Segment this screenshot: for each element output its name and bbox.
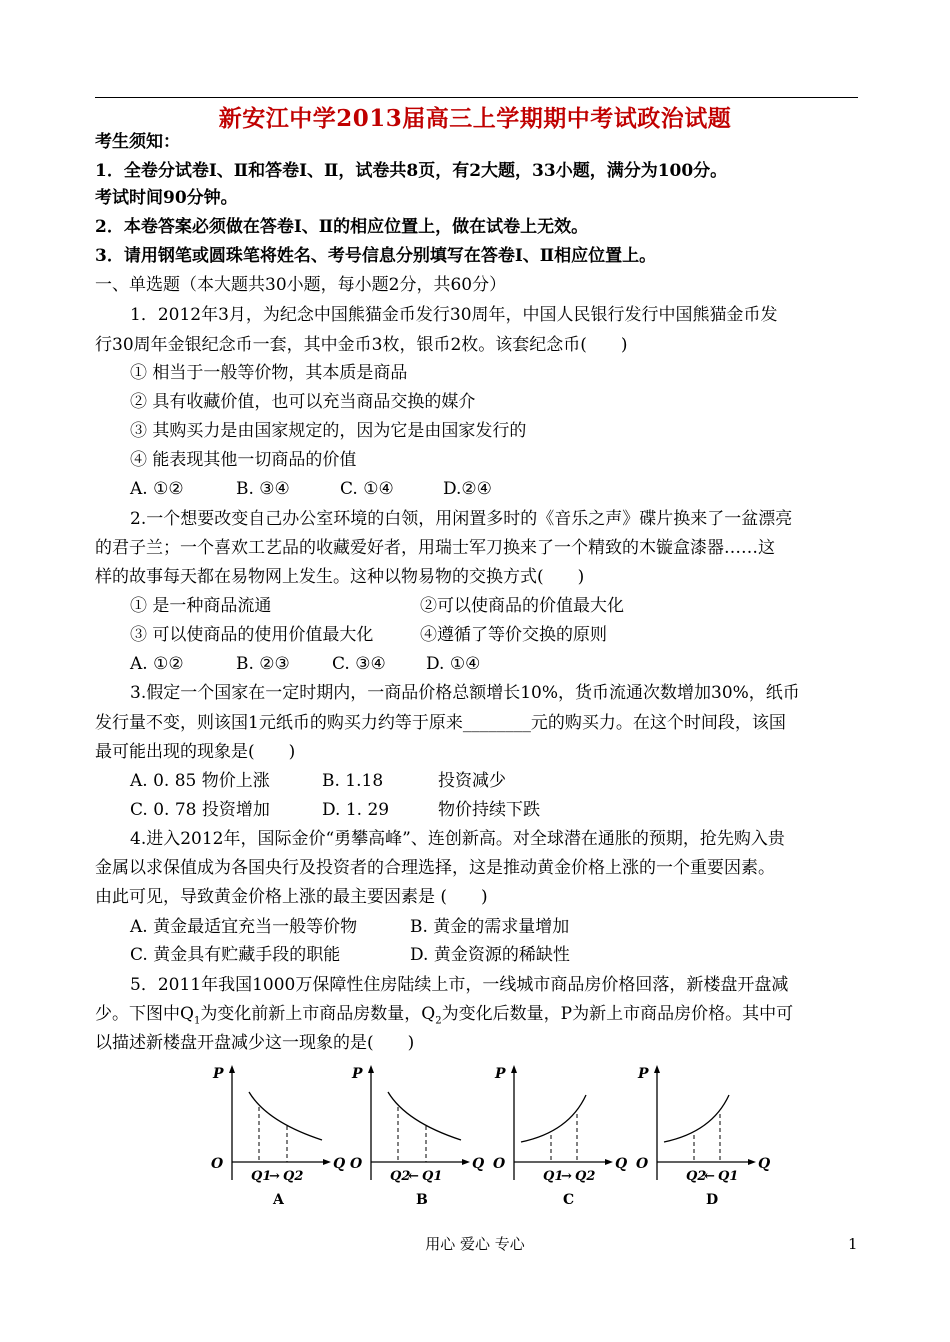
q2-statement: ②可以使商品的价值最大化 [420, 596, 624, 616]
origin-label: O [350, 1156, 363, 1172]
q4-option-d: D. 黄金资源的稀缺性 [410, 945, 570, 965]
notice-heading: 考生须知： [95, 132, 180, 152]
graph-b [346, 1062, 491, 1212]
q5-stem: 少。下图中$Q_1$为变化前新上市商品房数量，$Q_2$为变化后数量，P为新上市商品房价格。其中可 [95, 1004, 794, 1027]
page-footer: 用心 爱心 专心 [425, 1235, 525, 1253]
axis-q-label: Q [472, 1156, 485, 1172]
graph-a [207, 1062, 352, 1212]
origin-label: O [211, 1156, 224, 1172]
axis-p-label: P [352, 1066, 363, 1082]
q1-statement: ① 相当于一般等价物，其本质是商品 [130, 363, 408, 383]
q3-option-d-text: 物价持续下跌 [438, 800, 540, 820]
q-left-label: Q1 [543, 1169, 564, 1184]
axis-p-label: P [638, 1066, 649, 1082]
q2-statement: ③ 可以使商品的使用价值最大化 [130, 625, 374, 645]
q1-option-d: D.②④ [443, 479, 492, 499]
notice-item: 1．全卷分试卷Ⅰ、Ⅱ和答卷Ⅰ、Ⅱ，试卷共8页，有2大题，33小题，满分为100分。 [95, 161, 728, 181]
q4-option-a: A. 黄金最适宜充当一般等价物 [130, 917, 358, 937]
q2-statement: ① 是一种商品流通 [130, 596, 272, 616]
page-number: 1 [848, 1235, 858, 1253]
q3-option-b-text: 投资减少 [438, 771, 506, 791]
origin-label: O [636, 1156, 649, 1172]
axis-p-label: P [213, 1066, 224, 1082]
page-title: 新安江中学2013届高三上学期期中考试政治试题 [218, 105, 732, 132]
q-right-label: Q2 [575, 1169, 596, 1184]
q-left-label: Q2 [390, 1169, 411, 1184]
graph-label: D [706, 1192, 719, 1208]
q1-option-b: B. ③④ [236, 479, 290, 499]
graph-d [632, 1062, 777, 1212]
q-left-label: Q1 [251, 1169, 272, 1184]
q1-option-c: C. ①④ [340, 479, 394, 499]
graph-label: C [563, 1192, 575, 1208]
q-arrow: ← [408, 1169, 419, 1184]
axis-q-label: Q [333, 1156, 346, 1172]
q1-stem: 1．2012年3月，为纪念中国熊猫金币发行30周年，中国人民银行发行中国熊猫金币发 [130, 305, 778, 325]
axis-p-label: P [495, 1066, 506, 1082]
origin-label: O [493, 1156, 506, 1172]
q3-option-a: A. 0. 85 物价上涨 [130, 771, 270, 791]
q2-option-d: D. ①④ [426, 654, 481, 674]
q3-option-b: B. 1.18 [322, 771, 384, 791]
notice-item: 考试时间90分钟。 [95, 188, 238, 208]
q2-option-c: C. ③④ [332, 654, 386, 674]
q4-stem: 4.进入2012年，国际金价“勇攀高峰”、连创新高。对全球潜在通胀的预期，抢先购入贵 [130, 829, 785, 849]
q1-statement: ④ 能表现其他一切商品的价值 [130, 450, 357, 470]
q3-stem: 最可能出现的现象是( ) [95, 742, 296, 762]
q2-stem: 样的故事每天都在易物网上发生。这种以物易物的交换方式( ) [95, 567, 585, 587]
q-arrow: → [269, 1169, 280, 1184]
top-rule [95, 97, 858, 98]
q1-option-a: A. ①② [130, 479, 184, 499]
axis-q-label: Q [758, 1156, 771, 1172]
q5-stem: 5．2011年我国1000万保障性住房陆续上市，一线城市商品房价格回落，新楼盘开盘减 [130, 975, 789, 995]
q2-stem: 2.一个想要改变自己办公室环境的白领，用闲置多时的《音乐之声》碟片换来了一盆漂亮 [130, 509, 793, 529]
section-heading: 一、单选题（本大题共30小题，每小题2分，共60分） [95, 275, 507, 295]
q3-stem: 发行量不变，则该国1元纸币的购买力约等于原来________元的购买力。在这个时间段，该国 [95, 713, 786, 733]
q2-option-a: A. ①② [130, 654, 184, 674]
q4-stem: 由此可见，导致黄金价格上涨的最主要因素是 ( ) [95, 887, 488, 907]
q4-option-c: C. 黄金具有贮藏手段的职能 [130, 945, 341, 965]
q-arrow: → [561, 1169, 572, 1184]
axis-q-label: Q [615, 1156, 628, 1172]
q4-option-b: B. 黄金的需求量增加 [410, 917, 570, 937]
q-left-label: Q2 [686, 1169, 707, 1184]
q-right-label: Q2 [283, 1169, 304, 1184]
q5-stem: 以描述新楼盘开盘减少这一现象的是( ) [95, 1033, 415, 1053]
q1-statement: ③ 其购买力是由国家规定的，因为它是由国家发行的 [130, 421, 527, 441]
graph-label: B [416, 1192, 428, 1208]
q1-stem: 行30周年金银纪念币一套，其中金币3枚，银币2枚。该套纪念币( ) [95, 335, 628, 355]
q-right-label: Q1 [422, 1169, 443, 1184]
q-arrow: ← [704, 1169, 715, 1184]
q4-stem: 金属以求保值成为各国央行及投资者的合理选择，这是推动黄金价格上涨的一个重要因素。 [95, 858, 775, 878]
q2-option-b: B. ②③ [236, 654, 290, 674]
q2-statement: ④遵循了等价交换的原则 [420, 625, 607, 645]
q1-statement: ② 具有收藏价值，也可以充当商品交换的媒介 [130, 392, 476, 412]
notice-item: 2．本卷答案必须做在答卷Ⅰ、Ⅱ的相应位置上，做在试卷上无效。 [95, 217, 589, 237]
q3-option-d: D. 1. 29 [322, 800, 390, 820]
q3-stem: 3.假定一个国家在一定时期内，一商品价格总额增长10%，货币流通次数增加30%，纸币 [130, 683, 800, 703]
q3-option-c: C. 0. 78 投资增加 [130, 800, 270, 820]
notice-item: 3．请用钢笔或圆珠笔将姓名、考号信息分别填写在答卷Ⅰ、Ⅱ相应位置上。 [95, 246, 657, 266]
q-right-label: Q1 [718, 1169, 739, 1184]
graph-label: A [273, 1192, 284, 1208]
q2-stem: 的君子兰；一个喜欢工艺品的收藏爱好者，用瑞士军刀换来了一个精致的木镟盒漆器……这 [95, 538, 775, 558]
graph-c [489, 1062, 634, 1212]
